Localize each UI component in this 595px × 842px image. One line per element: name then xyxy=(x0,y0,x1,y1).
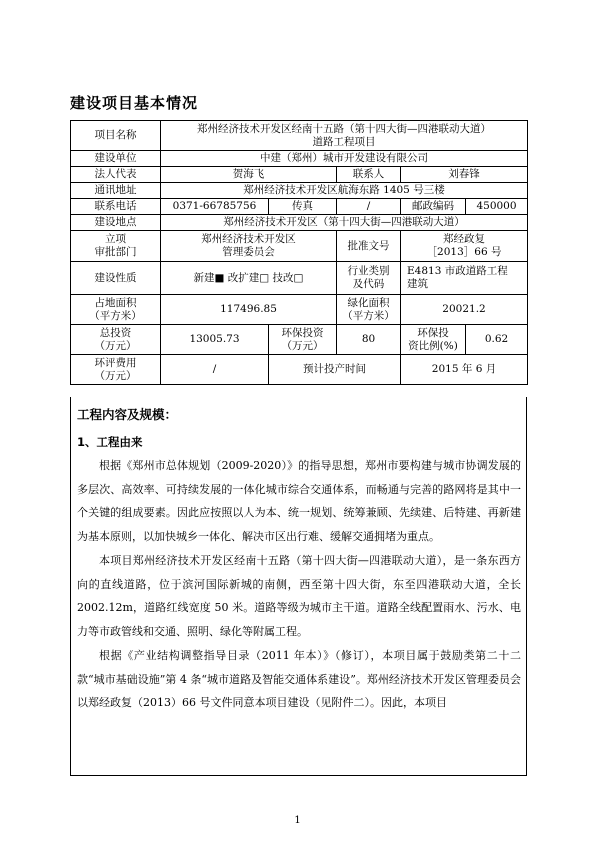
label-eia-fee: 环评费用 （万元） xyxy=(71,355,161,385)
label-approval-number: 批准文号 xyxy=(337,231,401,262)
table-row xyxy=(71,325,528,355)
value-total-investment: 13005.73 xyxy=(161,325,269,355)
label-approval-authority: 立项 审批部门 xyxy=(71,231,161,262)
label-project-name: 项目名称 xyxy=(71,121,161,151)
label-total-investment: 总投资 （万元） xyxy=(71,325,161,355)
value-expected-operation: 2015 年 6 月 xyxy=(401,355,528,385)
section-heading-scope: 工程内容及规模： xyxy=(77,407,178,422)
table-row xyxy=(71,183,528,199)
label-industry-code: 行业类别 及代码 xyxy=(337,262,401,295)
value-construction-nature: 新建■ 改扩建□ 技改□ xyxy=(161,262,337,295)
label-green-area: 绿化面积 （平方米） xyxy=(337,295,401,325)
page-number: 1 xyxy=(294,815,301,826)
value-address: 郑州经济技术开发区航海东路 1405 号三楼 xyxy=(161,183,528,199)
table-row xyxy=(71,215,528,231)
value-postal-code: 450000 xyxy=(466,199,528,215)
paragraph: 根据《产业结构调整指导目录（2011 年本）》（修订），本项目属于鼓励类第二十二款“城市基础设施”第 4 条“城市道路及智能交通体系建设”。郑州经济技术开发区管理委员会以郑经政复（2013）66 号文件同意本项目建设（见附件二）。因此，本项目 xyxy=(77,649,521,709)
table-row xyxy=(71,121,528,151)
value-phone: 0371-66785756 xyxy=(161,199,269,215)
page-title: 建设项目基本情况 xyxy=(70,94,199,112)
project-info-table xyxy=(70,120,528,385)
label-contact-person: 联系人 xyxy=(337,167,401,183)
subsection-heading-origin: 1、工程由来 xyxy=(77,435,143,449)
value-contact-person: 刘春锋 xyxy=(401,167,528,183)
project-content-section xyxy=(70,397,527,776)
label-postal-code: 邮政编码 xyxy=(401,199,466,215)
table-row xyxy=(71,151,528,167)
value-land-area: 117496.85 xyxy=(161,295,337,325)
value-construction-unit: 中建（郑州）城市开发建设有限公司 xyxy=(161,151,528,167)
label-address: 通讯地址 xyxy=(71,183,161,199)
value-legal-representative: 贺海飞 xyxy=(161,167,337,183)
value-approval-authority: 郑州经济技术开发区 管理委员会 xyxy=(161,231,337,262)
label-env-investment: 环保投资 （万元） xyxy=(269,325,337,355)
value-env-investment: 80 xyxy=(337,325,401,355)
table-row xyxy=(71,295,528,325)
value-project-name: 郑州经济技术开发区经南十五路（第十四大街—四港联动大道） 道路工程项目 xyxy=(161,121,528,151)
value-approval-number: 郑经政复 ［2013］66 号 xyxy=(401,231,528,262)
table-row xyxy=(71,167,528,183)
paragraph: 根据《郑州市总体规划（2009-2020）》的指导思想，郑州市要构建与城市协调发展的多层次、高效率、可持续发展的一体化城市综合交通体系，而畅通与完善的路网将是其中一个关键的组成要素。因此应按照以人为本、统一规划、统筹兼顾、先续建、后特建、再新建为基本原则，以加快城乡一体化、解决市区出行难、缓解交通拥堵为重点。 xyxy=(77,459,521,543)
label-site: 建设地点 xyxy=(71,215,161,231)
label-expected-operation: 预计投产时间 xyxy=(269,355,401,385)
label-phone: 联系电话 xyxy=(71,199,161,215)
table-row xyxy=(71,231,528,262)
label-land-area: 占地面积 （平方米） xyxy=(71,295,161,325)
value-industry-code: E4813 市政道路工程 建筑 xyxy=(401,262,528,295)
label-construction-nature: 建设性质 xyxy=(71,262,161,295)
value-eia-fee: / xyxy=(161,355,269,385)
label-construction-unit: 建设单位 xyxy=(71,151,161,167)
table-row xyxy=(71,262,528,295)
value-site: 郑州经济技术开发区（第十四大街—四港联动大道） xyxy=(161,215,528,231)
label-fax: 传真 xyxy=(269,199,337,215)
value-env-investment-ratio: 0.62 xyxy=(466,325,528,355)
value-green-area: 20021.2 xyxy=(401,295,528,325)
table-row xyxy=(71,199,528,215)
label-legal-representative: 法人代表 xyxy=(71,167,161,183)
label-env-investment-ratio: 环保投 资比例(%) xyxy=(401,325,466,355)
value-fax: / xyxy=(337,199,401,215)
table-row xyxy=(71,355,528,385)
paragraph: 本项目郑州经济技术开发区经南十五路（第十四大街—四港联动大道），是一条东西方向的直线道路，位于滨河国际新城的南侧，西至第十四大街，东至四港联动大道，全长 2002.12m，道路红线宽度 50 米。道路等级为城市主干道。道路全线配置雨水、污水、电力等市政管线和交通、照明、绿化等附属工程。 xyxy=(77,554,521,638)
